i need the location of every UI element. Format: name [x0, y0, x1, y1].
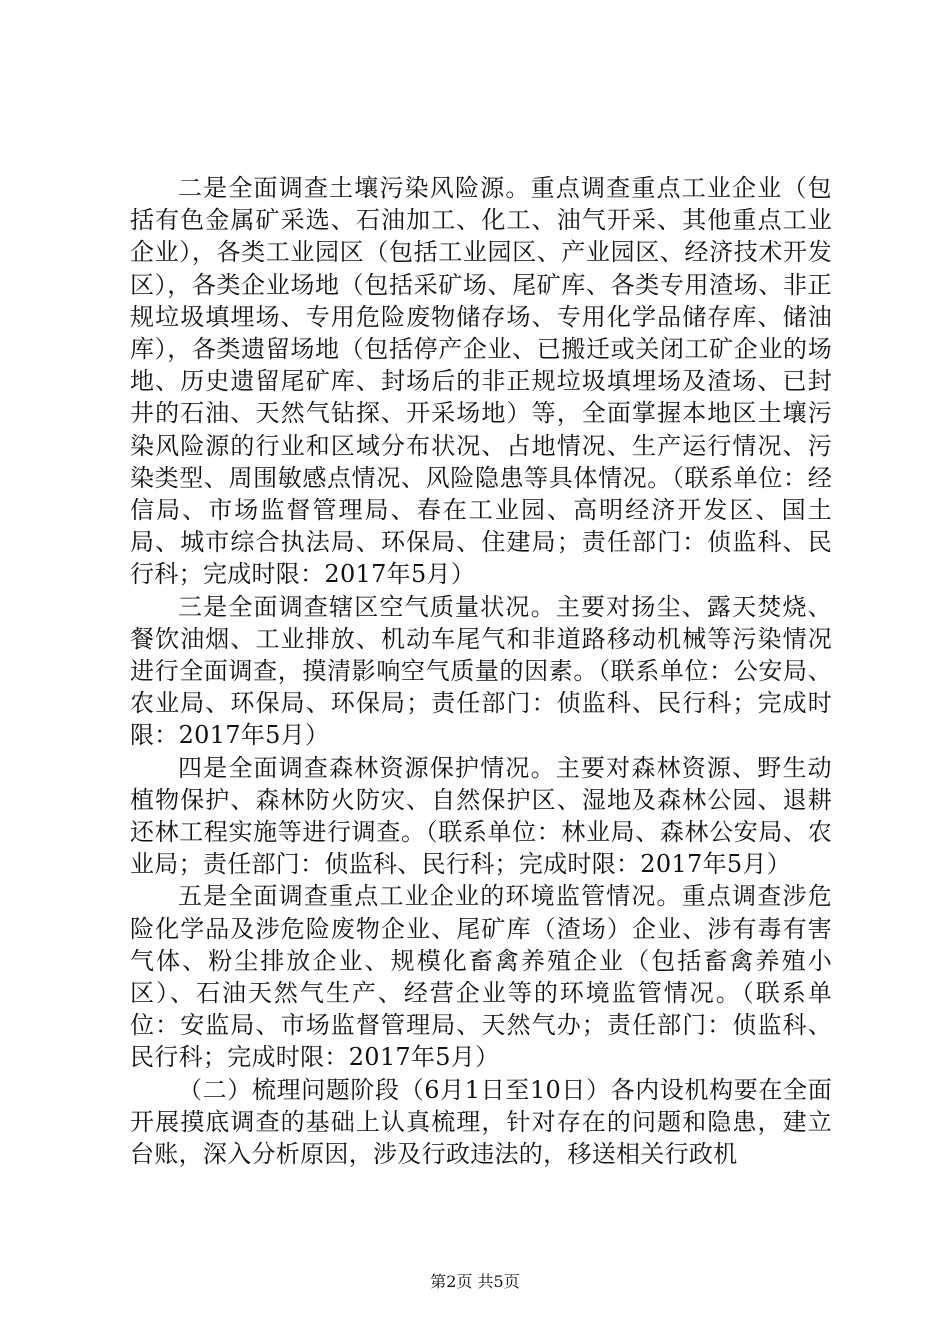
- page-number-footer: 第2页 共5页: [430, 1272, 520, 1291]
- paragraph-industrial-supervision: 五是全面调查重点工业企业的环境监管情况。重点调查涉危险化学品及涉危险废物企业、尾矿库（渣场）企业、涉有毒有害气体、粉尘排放企业、规模化畜禽养殖企业（包括畜禽养殖小区）、石油天然气生产、经营企业等的环境监管情况。（联系单位：安监局、市场监督管理局、天然气办；责任部门：侦监科、民行科；完成时限：2017年5月）: [130, 882, 832, 1072]
- paragraph-air-quality: 三是全面调查辖区空气质量状况。主要对扬尘、露天焚烧、餐饮油烟、工业排放、机动车尾气和非道路移动机械等污染情况进行全面调查，摸清影响空气质量的因素。（联系单位：公安局、农业局、环保局、环保局；责任部门：侦监科、民行科；完成时限：2017年5月）: [130, 592, 832, 750]
- paragraph-soil-pollution: 二是全面调查土壤污染风险源。重点调查重点工业企业（包括有色金属矿采选、石油加工、化工、油气开采、其他重点工业企业），各类工业园区（包括工业园区、产业园区、经济技术开发区），各类企业场地（包括采矿场、尾矿库、各类专用渣场、非正规垃圾填埋场、专用危险废物储存场、专用化学品储存库、储油库），各类遗留场地（包括停产企业、已搬迁或关闭工矿企业的场地、历史遗留尾矿库、封场后的非正规垃圾填埋场及渣场、已封井的石油、天然气钻探、开采场地）等，全面掌握本地区土壤污染风险源的行业和区域分布状况、占地情况、生产运行情况、污染类型、周围敏感点情况、风险隐患等具体情况。（联系单位：经信局、市场监督管理局、春在工业园、高明经济开发区、国土局、城市综合执法局、环保局、住建局；责任部门：侦监科、民行科；完成时限：2017年5月）: [130, 174, 832, 589]
- paragraph-forest-resources: 四是全面调查森林资源保护情况。主要对森林资源、野生动植物保护、森林防火防灾、自然保护区、湿地及森林公园、退耕还林工程实施等进行调查。（联系单位：林业局、森林公安局、农业局；责任部门：侦监科、民行科；完成时限：2017年5月）: [130, 753, 832, 879]
- paragraph-issue-review-stage: （二）梳理问题阶段（6月1日至10日）各内设机构要在全面开展摸底调查的基础上认真梳理，针对存在的问题和隐患，建立台账，深入分析原因，涉及行政违法的，移送相关行政机: [130, 1075, 832, 1169]
- document-body: [130, 172, 832, 1170]
